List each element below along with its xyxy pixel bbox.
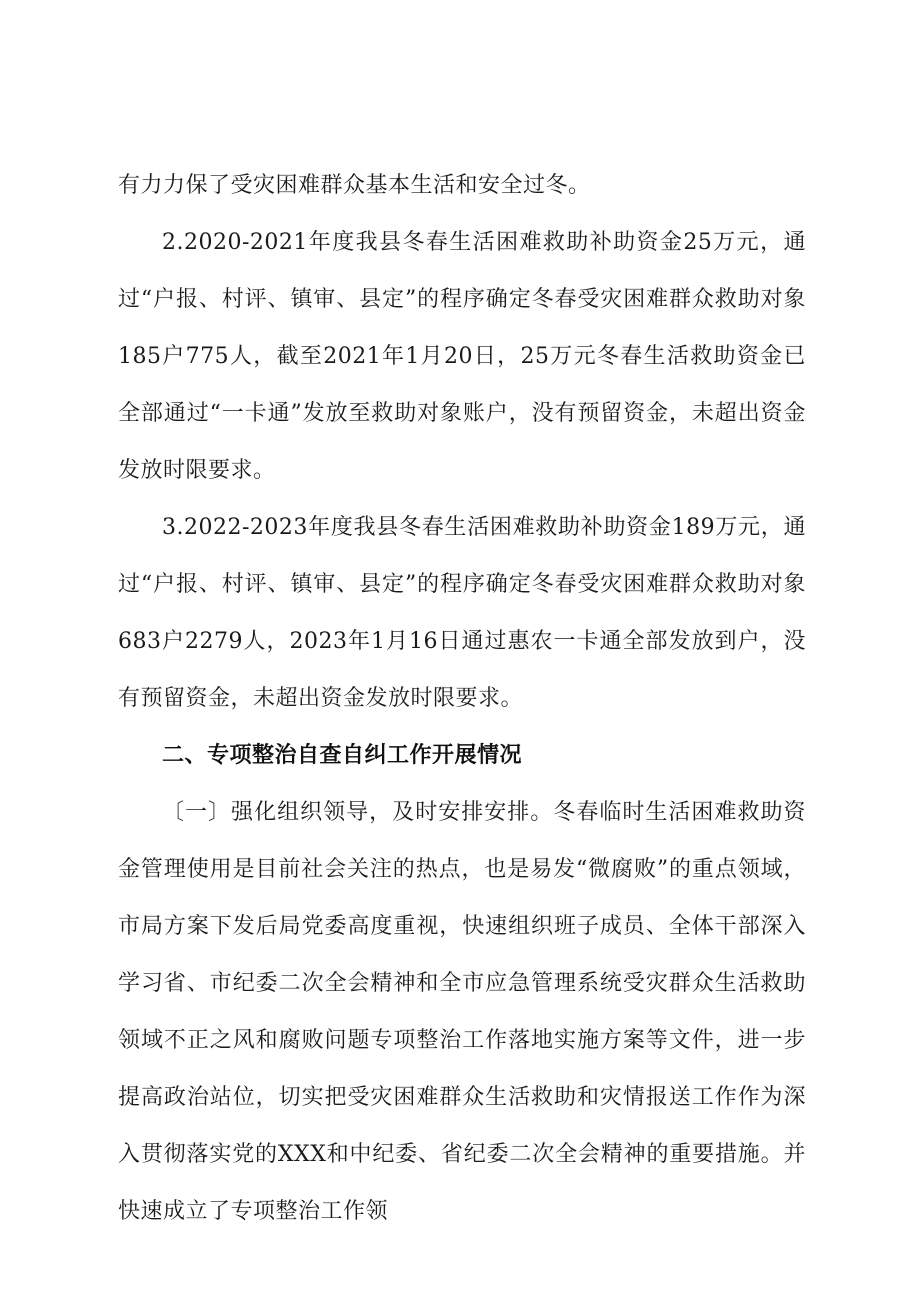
paragraph-item-3: 3.2022-2023年度我县冬春生活困难救助补助资金189万元，通过“户报、村评、镇审、县定”的程序确定冬春受灾困难群众救助对象683户2279人，2023年1月16日通过惠农一卡通全部发放到户，没有预留资金，未超出资金发放时限要求。 [118, 515, 806, 711]
document-body [118, 157, 806, 1240]
section-paragraph-1: 〔一〕强化组织领导，及时安排安排。冬春临时生活困难救助资金管理使用是目前社会关注的热点，也是易发“微腐败”的重点领域，市局方案下发后局党委高度重视，快速组织班子成员、全体干部深入学习省、市纪委二次全会精神和全市应急管理系统受灾群众生活救助领域不正之风和腐败问题专项整治工作落地实施方案等文件，进一步提高政治站位，切实把受灾困难群众生活救助和灾情报送工作作为深入贯彻落实党的XXX和中纪委、省纪委二次全会精神的重要措施。并快速成立了专项整治工作领 [118, 800, 806, 1224]
section-heading: 二、专项整治自查自纠工作开展情况 [162, 743, 523, 768]
paragraph-item-2: 2.2020-2021年度我县冬春生活困难救助补助资金25万元，通过“户报、村评、镇审、县定”的程序确定冬春受灾困难群众救助对象185户775人，截至2021年1月20日，25万元冬春生活救助资金已全部通过“一卡通”发放至救助对象账户，没有预留资金，未超出资金发放时限要求。 [118, 230, 806, 483]
paragraph-continuation: 有力力保了受灾困难群众基本生活和安全过冬。 [118, 173, 591, 198]
